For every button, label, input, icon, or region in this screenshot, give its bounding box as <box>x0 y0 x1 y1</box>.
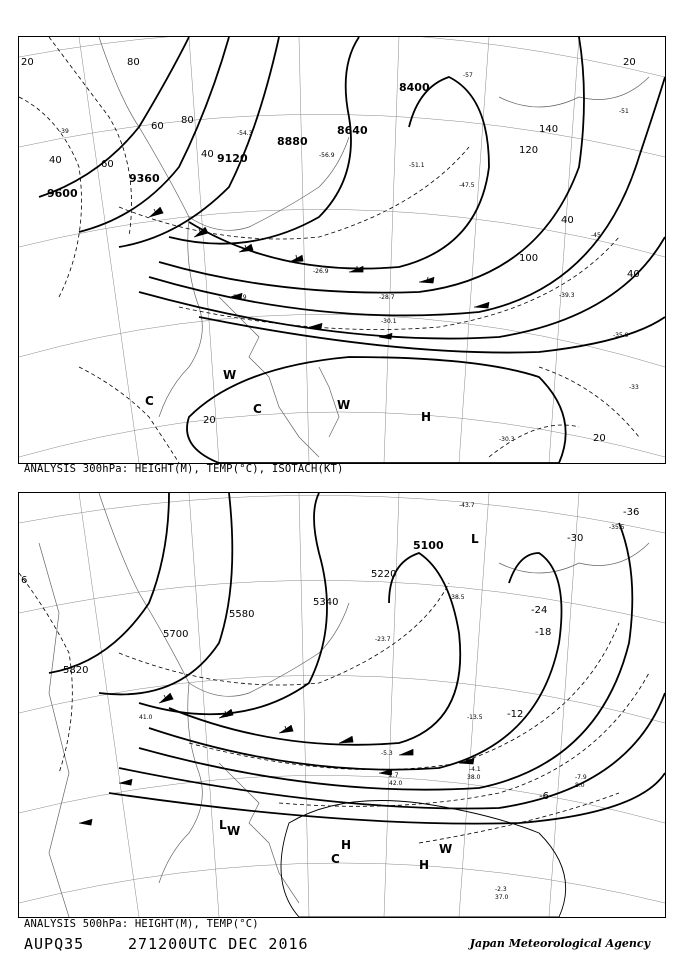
isotherm-label: 6 <box>21 575 28 586</box>
temperature-label: -57 <box>463 72 473 79</box>
temperature-label: -39.3 <box>559 292 575 299</box>
map-300hpa <box>18 36 666 464</box>
isotach-closed-contour-300 <box>187 357 566 463</box>
agency-name: Japan Meteorological Agency <box>469 937 650 950</box>
caption-500hpa: ANALYSIS 500hPa: HEIGHT(M), TEMP(°C) <box>24 918 259 930</box>
temperature-label: -51 <box>619 108 629 115</box>
isotherm-label: -18 <box>535 627 552 638</box>
system-markers-300 <box>145 368 431 424</box>
system-markers-500 <box>219 532 479 872</box>
high-pressure-marker: H <box>419 858 430 872</box>
isotach-label: 80 <box>181 115 194 126</box>
temperature-label: -2.3 <box>495 886 507 893</box>
high-pressure-marker: H <box>341 838 352 852</box>
height-label: 5580 <box>229 609 255 620</box>
isotach-label: 20 <box>593 433 606 444</box>
temperature-label: -47.5 <box>459 182 475 189</box>
isotach-label: 20 <box>21 57 34 68</box>
chart-id: AUPQ35 <box>24 935 85 953</box>
isotach-label: 20 <box>623 57 636 68</box>
warm-marker: W <box>223 368 237 382</box>
height-label: 5700 <box>163 629 189 640</box>
temperature-label: -43.7 <box>459 502 475 509</box>
temperature-label: -7.9 <box>575 774 587 781</box>
isotach-contours-300 <box>19 37 639 463</box>
temperature-label: 42.0 <box>389 780 403 787</box>
height-label: 8640 <box>337 124 368 137</box>
cold-marker: C <box>253 402 262 416</box>
isotach-label: 40 <box>561 215 574 226</box>
height-label: 5220 <box>371 569 397 580</box>
isotherm-label: -36 <box>623 507 640 518</box>
height-label: 5340 <box>313 597 339 608</box>
isotach-label: 120 <box>519 145 539 156</box>
temperature-label: 8.0 <box>575 782 585 789</box>
temperature-label: -26.9 <box>313 268 329 275</box>
map-300hpa-svg <box>19 37 665 463</box>
graticule-500 <box>19 493 665 917</box>
temperature-label: -56.9 <box>319 152 335 159</box>
temperature-label: -33 <box>629 384 639 391</box>
low-pressure-marker: L <box>471 532 479 546</box>
isotach-label: 40 <box>627 269 640 280</box>
height-label: 5100 <box>413 539 444 552</box>
isotach-label: 100 <box>519 253 539 264</box>
wind-barbs-500 <box>79 693 474 825</box>
warm-marker: W <box>439 842 453 856</box>
temperature-label: -5.3 <box>381 750 393 757</box>
temperature-label: -54.3 <box>237 130 253 137</box>
height-label: 8400 <box>399 81 430 94</box>
isotach-label: 20 <box>203 415 216 426</box>
temperature-label: 38.0 <box>467 774 481 781</box>
cold-marker: C <box>331 852 340 866</box>
height-labels-500 <box>63 539 444 676</box>
height-label: 8880 <box>277 135 308 148</box>
isotherm-label: -24 <box>531 605 548 616</box>
map-500hpa <box>18 492 666 918</box>
cold-marker: C <box>145 394 154 408</box>
isotherm-label: -30 <box>567 533 584 544</box>
isotach-label: 60 <box>101 159 114 170</box>
height-contours-300 <box>39 37 665 353</box>
temperature-label: -28.7 <box>379 294 395 301</box>
temperature-label: 41.0 <box>139 714 153 721</box>
high-pressure-marker: H <box>421 410 432 424</box>
isotach-label: 60 <box>151 121 164 132</box>
caption-300hpa: ANALYSIS 300hPa: HEIGHT(M), TEMP(°C), ISOTACH(KT) <box>24 463 344 475</box>
map-500hpa-svg <box>19 493 665 917</box>
temperature-label: -35.5 <box>609 524 625 531</box>
temperature-label: -13.5 <box>467 714 483 721</box>
temperature-label: -39 <box>59 128 69 135</box>
isotherm-label: -6 <box>539 791 549 802</box>
isotherm-label: -12 <box>507 709 524 720</box>
temperature-label: -35.9 <box>613 332 629 339</box>
isotach-label: 140 <box>539 124 559 135</box>
temperature-labels-500 <box>139 502 625 901</box>
coastline-300 <box>99 37 649 457</box>
low-pressure-marker: L <box>219 818 227 832</box>
height-label: 5820 <box>63 665 89 676</box>
height-label: 9600 <box>47 187 78 200</box>
temperature-label: -23.7 <box>375 636 391 643</box>
height-labels-300 <box>47 81 430 200</box>
temperature-label: -4.1 <box>469 766 481 773</box>
temperature-label: -30.1 <box>381 318 397 325</box>
height-label: 9120 <box>217 152 248 165</box>
isotach-label: 40 <box>201 149 214 160</box>
temperature-label: -45 <box>591 232 601 239</box>
isotherm-contours-500 <box>19 573 649 843</box>
temperature-label: 2.7 <box>389 772 399 779</box>
valid-time: 271200UTC DEC 2016 <box>128 935 309 953</box>
coastline-500 <box>39 493 649 917</box>
height-label: 9360 <box>129 172 160 185</box>
temperature-label: 37.0 <box>495 894 509 901</box>
isotherm-labels-500 <box>21 507 639 802</box>
temperature-label: -51.1 <box>409 162 425 169</box>
isotach-label: 80 <box>127 57 140 68</box>
warm-marker: W <box>227 824 241 838</box>
warm-marker: W <box>337 398 351 412</box>
temperature-label: -25.9 <box>231 294 247 301</box>
isotach-label: 40 <box>49 155 62 166</box>
temperature-label: -30.3 <box>499 436 515 443</box>
temperature-label: -38.5 <box>449 594 465 601</box>
